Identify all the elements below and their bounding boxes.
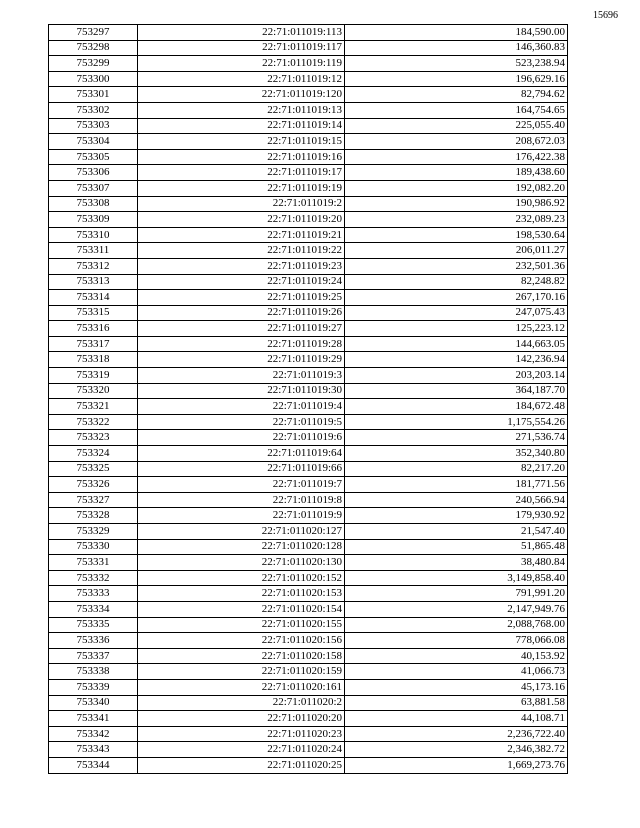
table-row xyxy=(49,586,568,602)
row-number-cell: 753297 xyxy=(49,25,138,41)
row-number-cell: 753328 xyxy=(49,508,138,524)
row-number-cell: 753315 xyxy=(49,305,138,321)
cadastral-number-cell: 22:71:011019:13 xyxy=(138,102,345,118)
row-number-cell: 753326 xyxy=(49,477,138,493)
table-row xyxy=(49,446,568,462)
table-row xyxy=(49,321,568,337)
table-row xyxy=(49,227,568,243)
row-number-cell: 753332 xyxy=(49,570,138,586)
cadastral-number-cell: 22:71:011019:25 xyxy=(138,290,345,306)
cadastral-number-cell: 22:71:011020:128 xyxy=(138,539,345,555)
value-cell: 164,754.65 xyxy=(345,102,568,118)
cadastral-number-cell: 22:71:011019:120 xyxy=(138,87,345,103)
row-number-cell: 753309 xyxy=(49,212,138,228)
table-row xyxy=(49,258,568,274)
value-cell: 240,566.94 xyxy=(345,492,568,508)
cadastral-number-cell: 22:71:011019:4 xyxy=(138,399,345,415)
cadastral-number-cell: 22:71:011019:66 xyxy=(138,461,345,477)
row-number-cell: 753322 xyxy=(49,414,138,430)
value-cell: 778,066.08 xyxy=(345,633,568,649)
row-number-cell: 753301 xyxy=(49,87,138,103)
cadastral-number-cell: 22:71:011020:25 xyxy=(138,757,345,773)
value-cell: 189,438.60 xyxy=(345,165,568,181)
row-number-cell: 753325 xyxy=(49,461,138,477)
value-cell: 198,530.64 xyxy=(345,227,568,243)
value-cell: 82,794.62 xyxy=(345,87,568,103)
row-number-cell: 753330 xyxy=(49,539,138,555)
table-row xyxy=(49,87,568,103)
cadastral-number-cell: 22:71:011020:130 xyxy=(138,555,345,571)
cadastral-value-table xyxy=(48,24,568,774)
cadastral-number-cell: 22:71:011019:5 xyxy=(138,414,345,430)
table-row xyxy=(49,742,568,758)
row-number-cell: 753334 xyxy=(49,601,138,617)
table-row xyxy=(49,617,568,633)
row-number-cell: 753344 xyxy=(49,757,138,773)
table-row xyxy=(49,679,568,695)
table-row xyxy=(49,539,568,555)
table-row xyxy=(49,508,568,524)
value-cell: 184,590.00 xyxy=(345,25,568,41)
row-number-cell: 753305 xyxy=(49,149,138,165)
row-number-cell: 753337 xyxy=(49,648,138,664)
cadastral-number-cell: 22:71:011020:159 xyxy=(138,664,345,680)
cadastral-number-cell: 22:71:011019:29 xyxy=(138,352,345,368)
row-number-cell: 753324 xyxy=(49,446,138,462)
row-number-cell: 753312 xyxy=(49,258,138,274)
value-cell: 38,480.84 xyxy=(345,555,568,571)
value-cell: 1,175,554.26 xyxy=(345,414,568,430)
value-cell: 1,669,273.76 xyxy=(345,757,568,773)
table-row xyxy=(49,695,568,711)
row-number-cell: 753327 xyxy=(49,492,138,508)
row-number-cell: 753317 xyxy=(49,336,138,352)
cadastral-number-cell: 22:71:011020:161 xyxy=(138,679,345,695)
cadastral-number-cell: 22:71:011019:15 xyxy=(138,134,345,150)
row-number-cell: 753318 xyxy=(49,352,138,368)
table-row xyxy=(49,212,568,228)
page-number: 15696 xyxy=(593,10,618,21)
row-number-cell: 753341 xyxy=(49,711,138,727)
table-row xyxy=(49,477,568,493)
value-cell: 208,672.03 xyxy=(345,134,568,150)
value-cell: 2,236,722.40 xyxy=(345,726,568,742)
table-row xyxy=(49,726,568,742)
cadastral-number-cell: 22:71:011019:16 xyxy=(138,149,345,165)
cadastral-number-cell: 22:71:011019:12 xyxy=(138,71,345,87)
value-cell: 44,108.71 xyxy=(345,711,568,727)
table-row xyxy=(49,633,568,649)
cadastral-number-cell: 22:71:011019:17 xyxy=(138,165,345,181)
cadastral-number-cell: 22:71:011019:3 xyxy=(138,368,345,384)
cadastral-number-cell: 22:71:011019:27 xyxy=(138,321,345,337)
cadastral-number-cell: 22:71:011019:30 xyxy=(138,383,345,399)
cadastral-number-cell: 22:71:011019:113 xyxy=(138,25,345,41)
value-cell: 63,881.58 xyxy=(345,695,568,711)
row-number-cell: 753311 xyxy=(49,243,138,259)
table-row xyxy=(49,40,568,56)
row-number-cell: 753306 xyxy=(49,165,138,181)
row-number-cell: 753321 xyxy=(49,399,138,415)
value-cell: 142,236.94 xyxy=(345,352,568,368)
cadastral-number-cell: 22:71:011020:2 xyxy=(138,695,345,711)
cadastral-number-cell: 22:71:011019:20 xyxy=(138,212,345,228)
value-cell: 203,203.14 xyxy=(345,368,568,384)
row-number-cell: 753300 xyxy=(49,71,138,87)
value-cell: 523,238.94 xyxy=(345,56,568,72)
row-number-cell: 753342 xyxy=(49,726,138,742)
cadastral-number-cell: 22:71:011020:20 xyxy=(138,711,345,727)
value-cell: 190,986.92 xyxy=(345,196,568,212)
value-cell: 181,771.56 xyxy=(345,477,568,493)
cadastral-number-cell: 22:71:011019:117 xyxy=(138,40,345,56)
table-row xyxy=(49,25,568,41)
row-number-cell: 753303 xyxy=(49,118,138,134)
row-number-cell: 753316 xyxy=(49,321,138,337)
cadastral-number-cell: 22:71:011019:14 xyxy=(138,118,345,134)
value-cell: 82,248.82 xyxy=(345,274,568,290)
cadastral-number-cell: 22:71:011020:152 xyxy=(138,570,345,586)
table-row xyxy=(49,368,568,384)
row-number-cell: 753310 xyxy=(49,227,138,243)
row-number-cell: 753308 xyxy=(49,196,138,212)
table-row xyxy=(49,71,568,87)
table-row xyxy=(49,648,568,664)
table-row xyxy=(49,601,568,617)
row-number-cell: 753299 xyxy=(49,56,138,72)
value-cell: 40,153.92 xyxy=(345,648,568,664)
row-number-cell: 753340 xyxy=(49,695,138,711)
cadastral-number-cell: 22:71:011019:119 xyxy=(138,56,345,72)
cadastral-number-cell: 22:71:011019:24 xyxy=(138,274,345,290)
table-row xyxy=(49,555,568,571)
value-cell: 232,501.36 xyxy=(345,258,568,274)
row-number-cell: 753329 xyxy=(49,524,138,540)
table-row xyxy=(49,149,568,165)
cadastral-number-cell: 22:71:011019:28 xyxy=(138,336,345,352)
cadastral-number-cell: 22:71:011019:22 xyxy=(138,243,345,259)
table-row xyxy=(49,336,568,352)
row-number-cell: 753320 xyxy=(49,383,138,399)
row-number-cell: 753298 xyxy=(49,40,138,56)
table-row xyxy=(49,664,568,680)
table-row xyxy=(49,290,568,306)
table-row xyxy=(49,524,568,540)
table-row xyxy=(49,274,568,290)
row-number-cell: 753343 xyxy=(49,742,138,758)
value-cell: 184,672.48 xyxy=(345,399,568,415)
value-cell: 2,346,382.72 xyxy=(345,742,568,758)
row-number-cell: 753336 xyxy=(49,633,138,649)
value-cell: 267,170.16 xyxy=(345,290,568,306)
row-number-cell: 753338 xyxy=(49,664,138,680)
table-row xyxy=(49,352,568,368)
value-cell: 196,629.16 xyxy=(345,71,568,87)
table-row xyxy=(49,243,568,259)
value-cell: 176,422.38 xyxy=(345,149,568,165)
table-row xyxy=(49,305,568,321)
value-cell: 2,088,768.00 xyxy=(345,617,568,633)
table-body xyxy=(49,25,568,774)
row-number-cell: 753307 xyxy=(49,180,138,196)
value-cell: 352,340.80 xyxy=(345,446,568,462)
row-number-cell: 753304 xyxy=(49,134,138,150)
value-cell: 232,089.23 xyxy=(345,212,568,228)
row-number-cell: 753333 xyxy=(49,586,138,602)
table-row xyxy=(49,134,568,150)
value-cell: 2,147,949.76 xyxy=(345,601,568,617)
cadastral-number-cell: 22:71:011019:26 xyxy=(138,305,345,321)
table-row xyxy=(49,165,568,181)
value-cell: 144,663.05 xyxy=(345,336,568,352)
table-row xyxy=(49,118,568,134)
cadastral-number-cell: 22:71:011020:153 xyxy=(138,586,345,602)
value-cell: 206,011.27 xyxy=(345,243,568,259)
value-cell: 179,930.92 xyxy=(345,508,568,524)
cadastral-number-cell: 22:71:011019:23 xyxy=(138,258,345,274)
cadastral-number-cell: 22:71:011019:8 xyxy=(138,492,345,508)
value-cell: 82,217.20 xyxy=(345,461,568,477)
row-number-cell: 753339 xyxy=(49,679,138,695)
table-row xyxy=(49,196,568,212)
table-row xyxy=(49,414,568,430)
table-row xyxy=(49,56,568,72)
row-number-cell: 753331 xyxy=(49,555,138,571)
cadastral-number-cell: 22:71:011019:19 xyxy=(138,180,345,196)
value-cell: 21,547.40 xyxy=(345,524,568,540)
table-row xyxy=(49,570,568,586)
cadastral-number-cell: 22:71:011019:2 xyxy=(138,196,345,212)
table-row xyxy=(49,180,568,196)
cadastral-number-cell: 22:71:011019:21 xyxy=(138,227,345,243)
row-number-cell: 753314 xyxy=(49,290,138,306)
table-row xyxy=(49,399,568,415)
value-cell: 247,075.43 xyxy=(345,305,568,321)
row-number-cell: 753302 xyxy=(49,102,138,118)
value-cell: 146,360.83 xyxy=(345,40,568,56)
value-cell: 364,187.70 xyxy=(345,383,568,399)
cadastral-number-cell: 22:71:011019:64 xyxy=(138,446,345,462)
value-cell: 791,991.20 xyxy=(345,586,568,602)
row-number-cell: 753335 xyxy=(49,617,138,633)
cadastral-number-cell: 22:71:011020:127 xyxy=(138,524,345,540)
value-cell: 125,223.12 xyxy=(345,321,568,337)
cadastral-number-cell: 22:71:011019:7 xyxy=(138,477,345,493)
cadastral-number-cell: 22:71:011020:24 xyxy=(138,742,345,758)
cadastral-number-cell: 22:71:011020:23 xyxy=(138,726,345,742)
table-row xyxy=(49,711,568,727)
table-row xyxy=(49,102,568,118)
value-cell: 51,865.48 xyxy=(345,539,568,555)
row-number-cell: 753319 xyxy=(49,368,138,384)
value-cell: 3,149,858.40 xyxy=(345,570,568,586)
cadastral-number-cell: 22:71:011020:155 xyxy=(138,617,345,633)
table-row xyxy=(49,757,568,773)
table-row xyxy=(49,461,568,477)
table-row xyxy=(49,492,568,508)
cadastral-number-cell: 22:71:011019:6 xyxy=(138,430,345,446)
value-cell: 41,066.73 xyxy=(345,664,568,680)
row-number-cell: 753323 xyxy=(49,430,138,446)
cadastral-number-cell: 22:71:011019:9 xyxy=(138,508,345,524)
table-row xyxy=(49,383,568,399)
value-cell: 45,173.16 xyxy=(345,679,568,695)
value-cell: 271,536.74 xyxy=(345,430,568,446)
table-row xyxy=(49,430,568,446)
cadastral-number-cell: 22:71:011020:154 xyxy=(138,601,345,617)
row-number-cell: 753313 xyxy=(49,274,138,290)
value-cell: 192,082.20 xyxy=(345,180,568,196)
value-cell: 225,055.40 xyxy=(345,118,568,134)
cadastral-number-cell: 22:71:011020:156 xyxy=(138,633,345,649)
cadastral-number-cell: 22:71:011020:158 xyxy=(138,648,345,664)
